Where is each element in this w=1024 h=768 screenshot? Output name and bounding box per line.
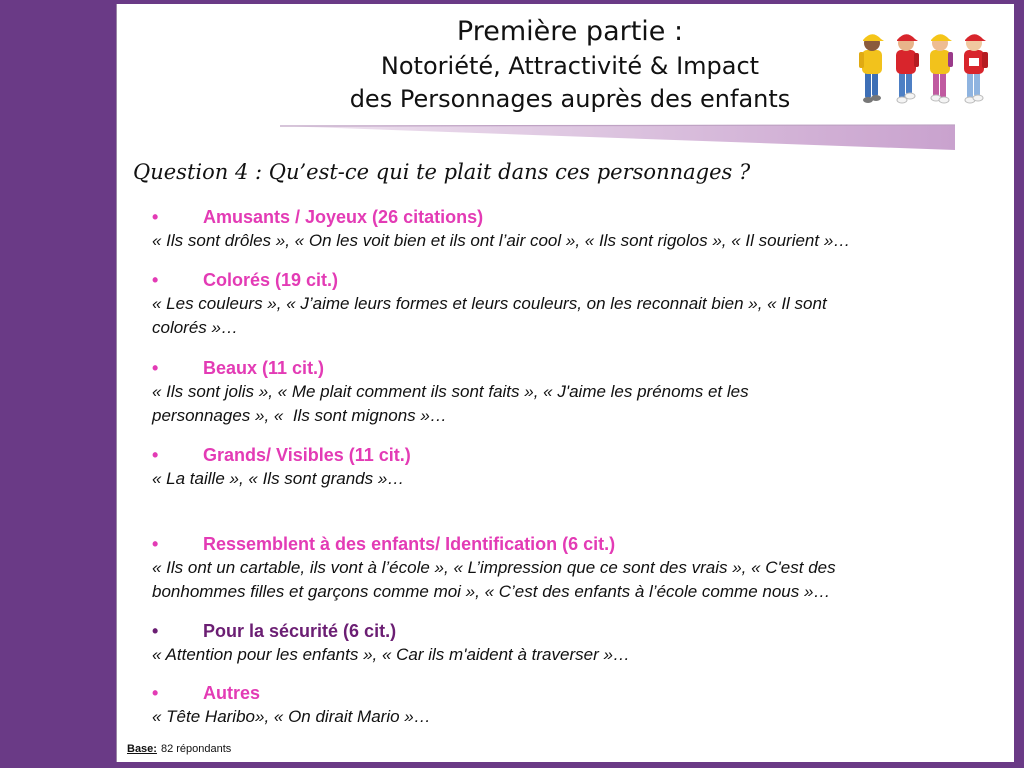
title-line-2: Notoriété, Attractivité & Impact xyxy=(380,52,760,80)
child-red-shirt-icon xyxy=(964,34,988,103)
list-item xyxy=(152,619,992,667)
four-children-characters-icon xyxy=(856,28,996,110)
item-quote: « Ils sont jolis », « Me plait comment ils sont faits », « J'aime les prénoms et les xyxy=(152,382,749,401)
bullet: • xyxy=(152,683,159,703)
bullet: • xyxy=(152,358,159,378)
item-quote: personnages », « Ils sont mignons »… xyxy=(152,406,447,425)
list-item xyxy=(152,532,992,604)
item-heading: Ressemblent à des enfants/ Identification (6 cit.) xyxy=(203,534,616,554)
slide-title xyxy=(300,14,840,116)
base-value: 82 répondants xyxy=(160,743,232,755)
base-footnote xyxy=(127,743,231,755)
bullet: • xyxy=(152,621,159,641)
item-quote: « La taille », « Ils sont grands »… xyxy=(152,469,405,488)
bullet: • xyxy=(152,445,159,465)
list-item xyxy=(152,356,992,428)
item-heading: Pour la sécurité (6 cit.) xyxy=(203,621,397,641)
title-line-3: des Personnages auprès des enfants xyxy=(349,85,791,113)
item-heading: Colorés (19 cit.) xyxy=(203,270,339,290)
question-heading: Question 4 : Qu’est-ce qui te plait dans ces personnages ? xyxy=(133,160,751,184)
item-quote: « Ils sont drôles », « On les voit bien et ils ont l’air cool », « Ils sont rigolos », « Il sourient »… xyxy=(152,231,851,250)
bullet: • xyxy=(152,207,159,227)
list-item xyxy=(152,443,992,491)
title-line-1: Première partie : xyxy=(456,16,684,47)
list-item xyxy=(152,268,992,340)
base-label: Base: xyxy=(127,743,157,755)
child-yellow-shirt-icon xyxy=(930,34,953,103)
item-quote: « Attention pour les enfants », « Car ils m'aident à traverser »… xyxy=(152,645,630,664)
item-heading: Autres xyxy=(203,683,261,703)
list-item xyxy=(152,681,992,729)
item-quote: « Les couleurs », « J’aime leurs formes et leurs couleurs, on les reconnait bien », « Il sont xyxy=(152,294,827,313)
child-yellow-cap-icon xyxy=(859,34,884,103)
item-heading: Beaux (11 cit.) xyxy=(203,358,325,378)
item-quote: colorés »… xyxy=(152,318,238,337)
item-heading: Amusants / Joyeux (26 citations) xyxy=(203,207,484,227)
bullet: • xyxy=(152,534,159,554)
list-item xyxy=(152,205,992,253)
child-red-cap-icon xyxy=(896,34,919,103)
title-swoosh-decoration xyxy=(275,120,960,154)
item-quote: « Ils ont un cartable, ils vont à l’école », « L’impression que ce sont des vrais », « C'est des xyxy=(152,558,836,577)
bullet: • xyxy=(152,270,159,290)
item-quote: bonhommes filles et garçons comme moi », « C’est des enfants à l’école comme nous »… xyxy=(152,582,831,601)
item-quote: « Tête Haribo», « On dirait Mario »… xyxy=(152,707,431,726)
item-heading: Grands/ Visibles (11 cit.) xyxy=(203,445,411,465)
